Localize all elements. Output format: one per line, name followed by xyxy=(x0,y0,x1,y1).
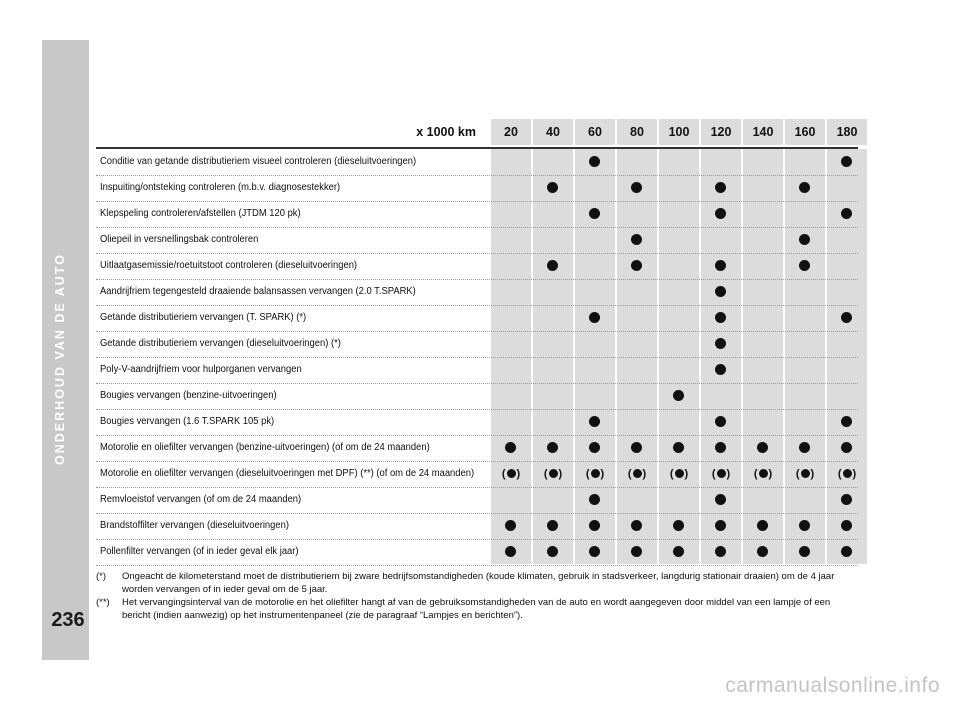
bullet-icon xyxy=(841,494,852,505)
bullet-icon xyxy=(715,442,726,453)
bullet-icon xyxy=(841,520,852,531)
bullet-icon xyxy=(673,546,684,557)
bullet-icon xyxy=(589,208,600,219)
footnote-2 xyxy=(96,597,858,622)
conditional-interval-mark xyxy=(743,461,783,487)
bullet-icon xyxy=(547,546,558,557)
interval-mark xyxy=(659,539,699,565)
interval-mark xyxy=(785,175,825,201)
unit-label: x 1000 km xyxy=(416,125,476,139)
interval-mark xyxy=(785,539,825,565)
interval-mark xyxy=(827,409,867,435)
table-row xyxy=(96,357,858,384)
table-row xyxy=(96,383,858,410)
bracketed-bullet-icon: ( ) xyxy=(711,468,731,480)
table-header xyxy=(96,119,858,145)
bullet-icon xyxy=(715,260,726,271)
table-row xyxy=(96,461,858,488)
bullet-icon xyxy=(715,416,726,427)
table-row xyxy=(96,435,858,462)
km-column-header: 80 xyxy=(617,119,657,145)
bullet-icon xyxy=(505,546,516,557)
interval-mark xyxy=(743,539,783,565)
interval-mark xyxy=(575,201,615,227)
interval-mark xyxy=(701,513,741,539)
row-label: Uitlaatgasemissie/roetuitstoot controleren (dieseluitvoeringen) xyxy=(100,260,358,271)
bullet-icon xyxy=(547,182,558,193)
interval-mark xyxy=(575,305,615,331)
row-label: Aandrijfriem tegengesteld draaiende balansassen vervangen (2.0 T.SPARK) xyxy=(100,286,416,297)
row-label: Bougies vervangen (benzine-uitvoeringen) xyxy=(100,390,277,401)
interval-mark xyxy=(785,435,825,461)
bracketed-bullet-icon: ( ) xyxy=(753,468,773,480)
bullet-icon xyxy=(757,546,768,557)
interval-mark xyxy=(575,149,615,175)
bracketed-bullet-icon: ( ) xyxy=(795,468,815,480)
table-row xyxy=(96,409,858,436)
row-label: Motorolie en oliefilter vervangen (benzine-uitvoeringen) (of om de 24 maanden) xyxy=(100,442,430,453)
km-column-header: 100 xyxy=(659,119,699,145)
interval-mark xyxy=(533,539,573,565)
interval-mark xyxy=(701,253,741,279)
bracketed-bullet-icon: ( ) xyxy=(501,468,521,480)
bracketed-bullet-icon: ( ) xyxy=(543,468,563,480)
km-column-header: 20 xyxy=(491,119,531,145)
row-label: Getande distributieriem vervangen (dieseluitvoeringen) (*) xyxy=(100,338,341,349)
row-label: Poly-V-aandrijfriem voor hulporganen vervangen xyxy=(100,364,302,375)
km-column-header: 140 xyxy=(743,119,783,145)
interval-mark xyxy=(617,539,657,565)
interval-mark xyxy=(827,149,867,175)
bullet-icon xyxy=(715,208,726,219)
bullet-icon xyxy=(715,494,726,505)
sidebar-title: ONDERHOUD VAN DE AUTO xyxy=(53,253,67,465)
bullet-icon xyxy=(673,390,684,401)
table-row xyxy=(96,331,858,358)
interval-mark xyxy=(659,435,699,461)
interval-mark xyxy=(659,383,699,409)
footnote-text: Ongeacht de kilometerstand moet de distributieriem bij zware bedrijfsomstandigheden (koude klimaten, gebruik in stadsverkeer, langdurig stationair draaien) om de 4 jaar worden vervangen of in ieder geval om de 5 jaar. xyxy=(122,571,835,595)
conditional-interval-mark xyxy=(785,461,825,487)
table-row xyxy=(96,175,858,202)
row-label: Inspuiting/ontsteking controleren (m.b.v. diagnosestekker) xyxy=(100,182,341,193)
km-column-header: 180 xyxy=(827,119,867,145)
interval-mark xyxy=(533,253,573,279)
interval-mark xyxy=(827,435,867,461)
interval-mark xyxy=(533,435,573,461)
bullet-icon xyxy=(673,442,684,453)
bullet-icon xyxy=(799,182,810,193)
bullet-icon xyxy=(799,520,810,531)
row-label: Brandstoffilter vervangen (dieseluitvoeringen) xyxy=(100,520,289,531)
interval-mark xyxy=(701,357,741,383)
interval-mark xyxy=(701,305,741,331)
interval-mark xyxy=(533,175,573,201)
bullet-icon xyxy=(547,520,558,531)
bullet-icon xyxy=(841,208,852,219)
row-label: Getande distributieriem vervangen (T. SPARK) (*) xyxy=(100,312,307,323)
bullet-icon xyxy=(589,156,600,167)
bullet-icon xyxy=(715,182,726,193)
interval-mark xyxy=(701,409,741,435)
conditional-interval-mark xyxy=(491,461,531,487)
interval-mark xyxy=(701,175,741,201)
table-row xyxy=(96,149,858,176)
interval-mark xyxy=(701,487,741,513)
km-column-header: 120 xyxy=(701,119,741,145)
bullet-icon xyxy=(589,520,600,531)
interval-mark xyxy=(617,227,657,253)
bullet-icon xyxy=(715,520,726,531)
bracketed-bullet-icon: ( ) xyxy=(837,468,857,480)
bullet-icon xyxy=(799,234,810,245)
table-row xyxy=(96,305,858,332)
bullet-icon xyxy=(757,442,768,453)
row-label: Remvloeistof vervangen (of om de 24 maanden) xyxy=(100,494,302,505)
footnote-mark: (*) xyxy=(96,571,107,582)
conditional-interval-mark xyxy=(617,461,657,487)
bullet-icon xyxy=(631,182,642,193)
interval-mark xyxy=(827,487,867,513)
interval-mark xyxy=(617,435,657,461)
bullet-icon xyxy=(841,442,852,453)
footnote-mark: (**) xyxy=(96,597,110,608)
interval-mark xyxy=(827,513,867,539)
interval-mark xyxy=(785,253,825,279)
bullet-icon xyxy=(799,546,810,557)
conditional-interval-mark xyxy=(701,461,741,487)
bullet-icon xyxy=(589,442,600,453)
bracketed-bullet-icon: ( ) xyxy=(669,468,689,480)
bullet-icon xyxy=(589,494,600,505)
bracketed-bullet-icon: ( ) xyxy=(627,468,647,480)
bullet-icon xyxy=(715,546,726,557)
interval-mark xyxy=(701,539,741,565)
bullet-icon xyxy=(631,442,642,453)
interval-mark xyxy=(785,513,825,539)
interval-mark xyxy=(491,513,531,539)
conditional-interval-mark xyxy=(575,461,615,487)
conditional-interval-mark xyxy=(827,461,867,487)
watermark: carmanualsonline.info xyxy=(725,674,940,697)
bullet-icon xyxy=(589,546,600,557)
interval-mark xyxy=(575,409,615,435)
bullet-icon xyxy=(673,520,684,531)
row-label: Klepspeling controleren/afstellen (JTDM 120 pk) xyxy=(100,208,301,219)
interval-mark xyxy=(701,435,741,461)
footnote-1 xyxy=(96,571,858,596)
bullet-icon xyxy=(841,546,852,557)
interval-mark xyxy=(617,253,657,279)
bullet-icon xyxy=(505,520,516,531)
interval-mark xyxy=(491,435,531,461)
interval-mark xyxy=(701,331,741,357)
bullet-icon xyxy=(547,442,558,453)
bullet-icon xyxy=(631,520,642,531)
row-label: Bougies vervangen (1.6 T.SPARK 105 pk) xyxy=(100,416,275,427)
interval-mark xyxy=(659,513,699,539)
conditional-interval-mark xyxy=(533,461,573,487)
interval-mark xyxy=(827,539,867,565)
bullet-icon xyxy=(505,442,516,453)
bullet-icon xyxy=(715,312,726,323)
bullet-icon xyxy=(841,312,852,323)
interval-mark xyxy=(533,513,573,539)
bracketed-bullet-icon: ( ) xyxy=(585,468,605,480)
footnotes xyxy=(96,571,858,623)
interval-mark xyxy=(617,175,657,201)
km-column-header: 160 xyxy=(785,119,825,145)
table-row xyxy=(96,513,858,540)
interval-mark xyxy=(575,487,615,513)
bullet-icon xyxy=(757,520,768,531)
interval-mark xyxy=(785,227,825,253)
bullet-icon xyxy=(547,260,558,271)
interval-mark xyxy=(617,513,657,539)
interval-mark xyxy=(575,435,615,461)
footnote-text: Het vervangingsinterval van de motorolie en het oliefilter hangt af van de gebruiksomstandigheden van de auto en wordt aangegeven door middel van een lampje of een bericht (indien aanwezig) op het instrumentenpaneel (zie de paragraaf “Lampjes en berichten”). xyxy=(122,597,831,621)
interval-mark xyxy=(701,201,741,227)
bullet-icon xyxy=(631,234,642,245)
bullet-icon xyxy=(715,286,726,297)
row-label: Oliepeil in versnellingsbak controleren xyxy=(100,234,259,245)
bullet-icon xyxy=(841,156,852,167)
interval-mark xyxy=(743,513,783,539)
row-label: Conditie van getande distributieriem visueel controleren (dieseluitvoeringen) xyxy=(100,156,417,167)
bullet-icon xyxy=(589,312,600,323)
table-row xyxy=(96,487,858,514)
bullet-icon xyxy=(631,260,642,271)
bullet-icon xyxy=(799,260,810,271)
row-label: Motorolie en oliefilter vervangen (dieseluitvoeringen met DPF) (**) (of om de 24 maanden) xyxy=(100,468,475,479)
table-row xyxy=(96,201,858,228)
conditional-interval-mark xyxy=(659,461,699,487)
bullet-icon xyxy=(715,364,726,375)
interval-mark xyxy=(827,201,867,227)
interval-mark xyxy=(575,513,615,539)
interval-mark xyxy=(491,539,531,565)
interval-mark xyxy=(827,305,867,331)
interval-mark xyxy=(575,539,615,565)
bullet-icon xyxy=(589,416,600,427)
bullet-icon xyxy=(799,442,810,453)
km-column-header: 60 xyxy=(575,119,615,145)
table-row xyxy=(96,227,858,254)
bullet-icon xyxy=(715,338,726,349)
table-row xyxy=(96,279,858,306)
table-row xyxy=(96,253,858,280)
page-number: 236 xyxy=(51,609,85,631)
interval-mark xyxy=(743,435,783,461)
bullet-icon xyxy=(841,416,852,427)
table-row xyxy=(96,539,858,566)
interval-mark xyxy=(701,279,741,305)
bullet-icon xyxy=(631,546,642,557)
km-column-header: 40 xyxy=(533,119,573,145)
row-label: Pollenfilter vervangen (of in ieder geval elk jaar) xyxy=(100,546,299,557)
